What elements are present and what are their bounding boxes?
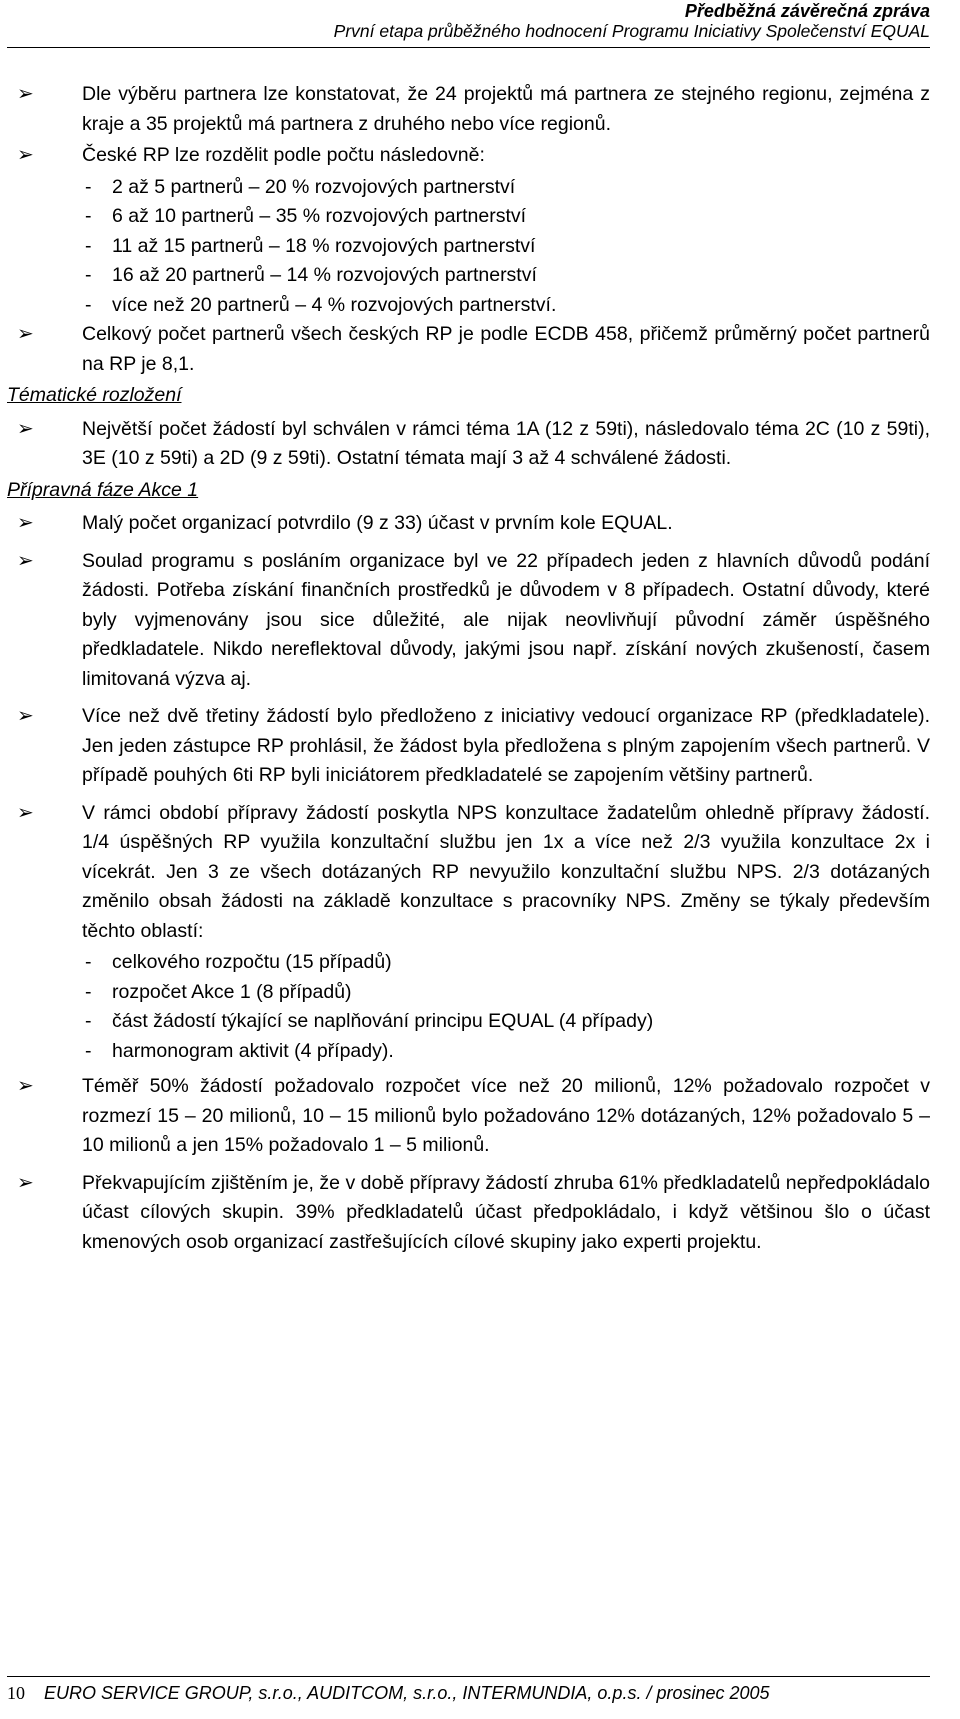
header-divider [7, 47, 930, 48]
dash-item: - část žádostí týkající se naplňování principu EQUAL (4 případy) [85, 1010, 654, 1032]
page-header [334, 1, 930, 41]
dash-item: - 11 až 15 partnerů – 18 % rozvojových partnerství [85, 234, 536, 257]
report-subtitle: První etapa průběžného hodnocení Programu Iniciativy Společenství EQUAL [333, 21, 930, 41]
arrow-bullet-icon: ➢ [17, 323, 34, 345]
bullet-item: ➢ V rámci období přípravy žádostí poskytla NPS konzultace žadatelům ohledně přípravy žádostí. 1/4 úspěšných RP využila konzultační službu jen 1x a více než 2/3 využila konzultace 2x i vícekrát. Jen 3 ze všech dotázaných RP nevyužilo konzultační službu NPS. 2/3 dotázaných změnilo obsah žádosti na základě konzultace s pracovníky NPS. Změny se týkaly především těchto oblastí: [7, 799, 930, 947]
page-footer [7, 1683, 770, 1704]
bullet-item: ➢ Soulad programu s posláním organizace byl ve 22 případech jeden z hlavních důvodů podání žádosti. Potřeba získání finančních prostředků je důvodem v 8 případech. Ostatní důvody, které byly vyjmenovány jsou sice důležité, ale nijak neovlivňují původní záměr úspěšného předkladatele. Nikdo nereflektoval důvody, jakými jsou např. získání nových zkušeností, časem limitovaná výzva aj. [7, 547, 930, 695]
arrow-bullet-icon: ➢ [17, 417, 34, 440]
bullet-item: ➢ České RP lze rozdělit podle počtu následovně: [7, 141, 930, 171]
footer-text: EURO SERVICE GROUP, s.r.o., AUDITCOM, s.r.o., INTERMUNDIA, o.p.s. / prosinec 2005 [44, 1683, 770, 1703]
dash-item: - celkového rozpočtu (15 případů) [85, 951, 392, 973]
arrow-bullet-icon: ➢ [17, 512, 34, 534]
dash-item: - 2 až 5 partnerů – 20 % rozvojových partnerství [85, 175, 516, 198]
arrow-bullet-icon: ➢ [17, 549, 34, 572]
bullet-item: ➢ Překvapujícím zjištěním je, že v době přípravy žádostí zhruba 61% předkladatelů nepředpokládalo účast cílových skupin. 39% předkladatelů účast předpokládalo, i když většinou šlo o účast kmenových osob organizací zastřešujících cílové skupiny jako experti projektu. [7, 1169, 930, 1258]
report-title: Předběžná závěrečná zpráva [684, 1, 930, 21]
bullet-item: ➢ Největší počet žádostí byl schválen v rámci téma 1A (12 z 59ti), následovalo téma 2C (10 z 59ti), 3E (10 z 59ti) a 2D (9 z 59ti). Ostatní témata mají 3 až 4 schválené žádosti. [7, 415, 930, 474]
arrow-bullet-icon: ➢ [17, 801, 34, 824]
footer-divider [7, 1676, 930, 1677]
section-heading: Tématické rozložení [7, 384, 182, 406]
bullet-item: ➢ Téměř 50% žádostí požadovalo rozpočet více než 20 milionů, 12% požadovalo rozpočet v rozmezí 15 – 20 milionů, 10 – 15 milionů bylo požadováno 12% dotázaných, 12% požadovalo 5 – 10 milionů a jen 15% požadovalo 1 – 5 milionů. [7, 1072, 930, 1161]
dash-item: - 16 až 20 partnerů – 14 % rozvojových partnerství [85, 264, 537, 286]
arrow-bullet-icon: ➢ [17, 83, 34, 105]
bullet-item: ➢ Malý počet organizací potvrdilo (9 z 33) účast v prvním kole EQUAL. [7, 509, 930, 539]
dash-item: - více než 20 partnerů – 4 % rozvojových partnerství. [85, 293, 557, 316]
arrow-bullet-icon: ➢ [17, 1171, 34, 1194]
section-heading: Přípravná fáze Akce 1 [7, 478, 199, 501]
document-body [7, 80, 930, 1259]
dash-item: - harmonogram aktivit (4 případy). [85, 1039, 394, 1062]
arrow-bullet-icon: ➢ [17, 1075, 34, 1097]
arrow-bullet-icon: ➢ [17, 705, 34, 727]
dash-item: - rozpočet Akce 1 (8 případů) [85, 980, 352, 1003]
bullet-item: ➢ Více než dvě třetiny žádostí bylo předloženo z iniciativy vedoucí organizace RP (předkladatele). Jen jeden zástupce RP prohlásil, že žádost byla předložena s plným zapojením všech partnerů. V případě pouhých 6ti RP byli iniciátorem předkladatelé se zapojením většiny partnerů. [7, 702, 930, 791]
bullet-item: ➢ Celkový počet partnerů všech českých RP je podle ECDB 458, přičemž průměrný počet partnerů na RP je 8,1. [7, 320, 930, 379]
arrow-bullet-icon: ➢ [17, 144, 34, 166]
page-number: 10 [7, 1683, 25, 1703]
bullet-item: ➢ Dle výběru partnera lze konstatovat, že 24 projektů má partnera ze stejného regionu, zejména z kraje a 35 projektů má partnera z druhého nebo více regionů. [7, 80, 930, 139]
dash-item: - 6 až 10 partnerů – 35 % rozvojových partnerství [85, 205, 527, 227]
